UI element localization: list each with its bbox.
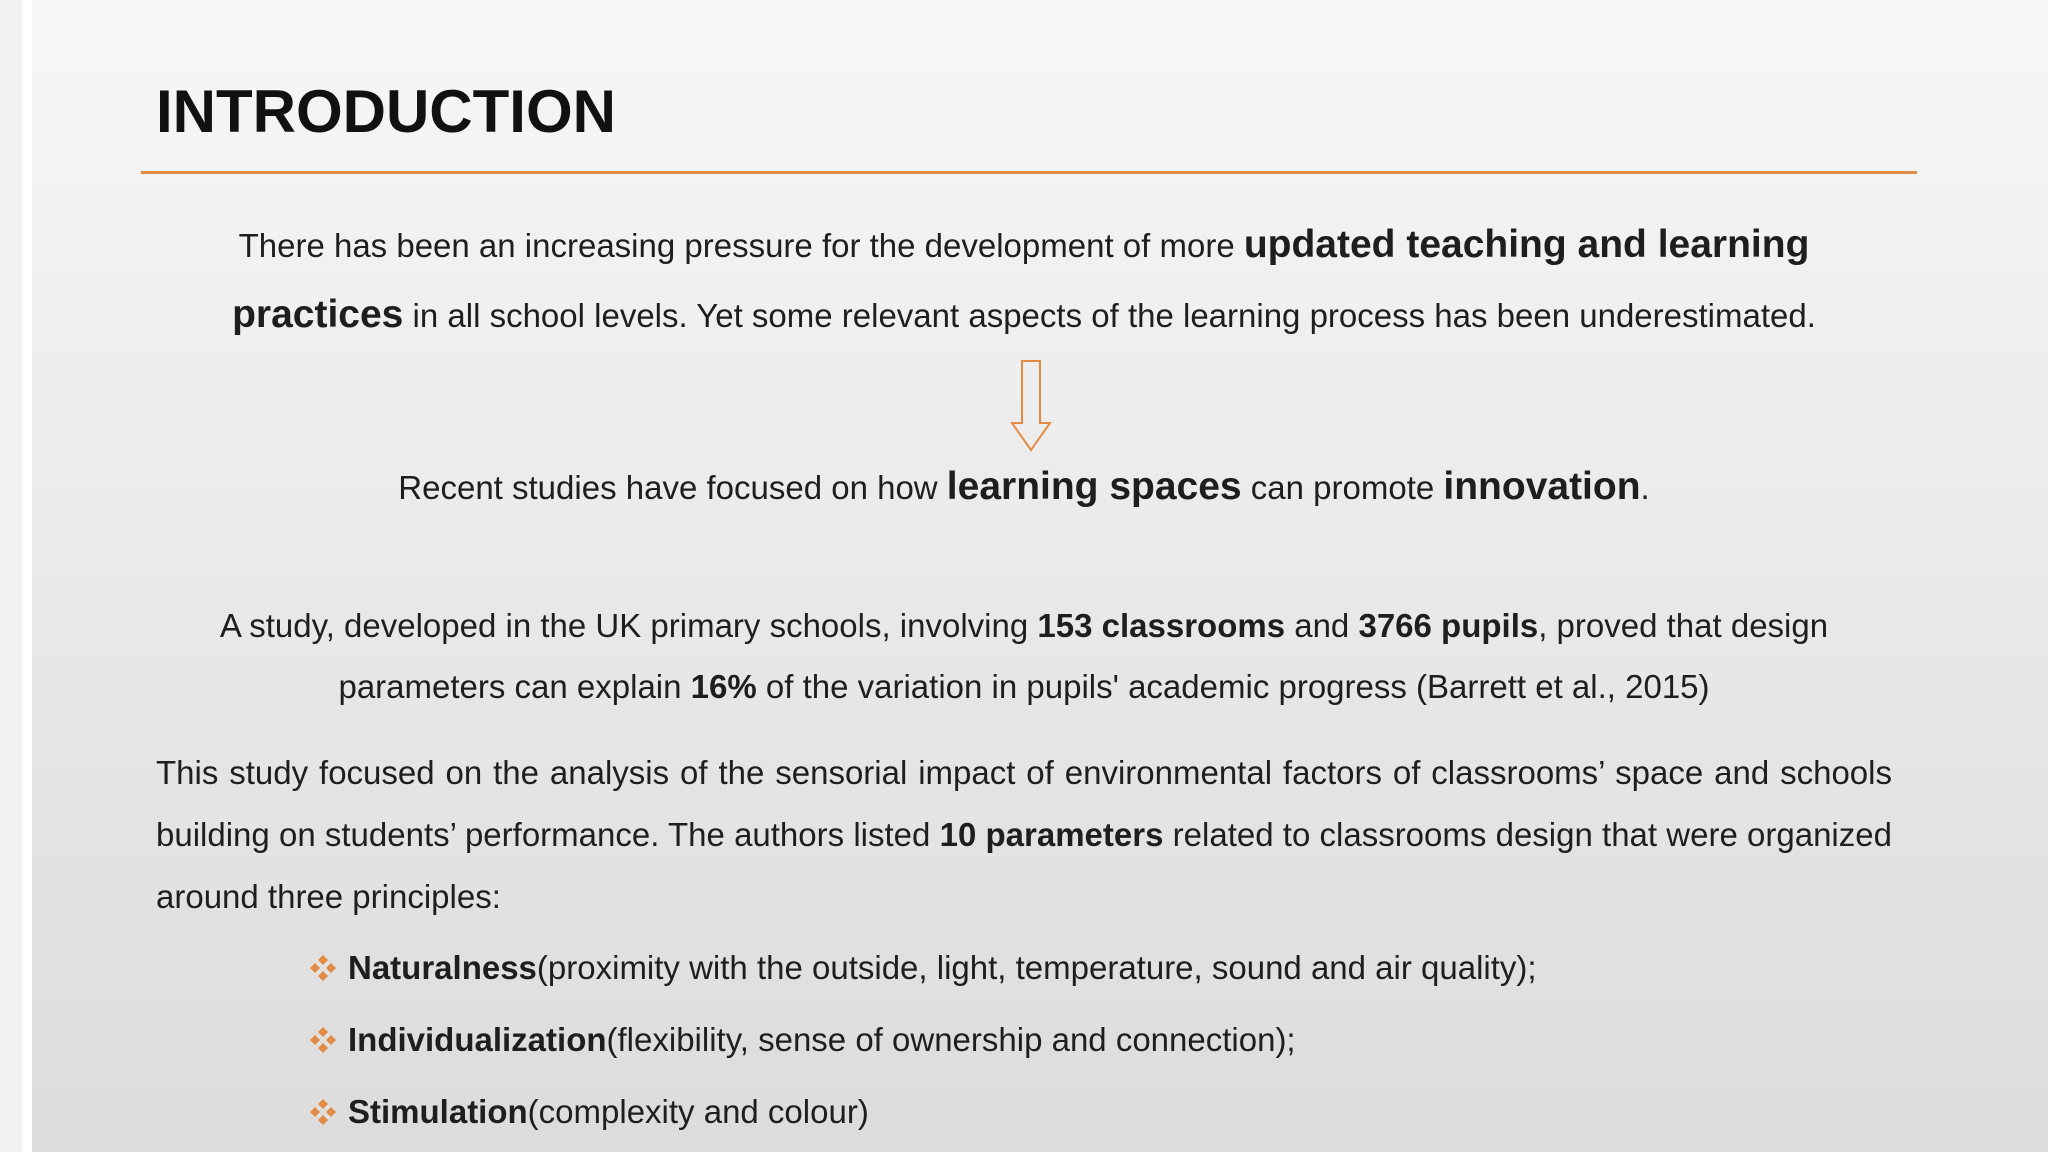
- down-arrow-outline-icon: [1010, 359, 1052, 453]
- uk-study-line-2: [156, 656, 1892, 717]
- intro-paragraph: [156, 210, 1892, 350]
- uk-study-text-4: parameters can explain: [338, 668, 691, 705]
- principle-detail: (complexity and colour): [527, 1093, 869, 1130]
- study-focus-text-2: related to classrooms design that were organized around three principles:: [156, 816, 1892, 915]
- intro-line-2: [156, 280, 1892, 350]
- uk-study-text-2: and: [1285, 607, 1359, 644]
- uk-study-paragraph: [156, 595, 1892, 717]
- list-item-stimulation: [310, 1076, 1537, 1148]
- slide-left-border-line: [22, 0, 32, 1152]
- list-item-naturalness: [310, 932, 1537, 1004]
- diamond-bullet-icon: [310, 1027, 336, 1053]
- slide-left-band: [0, 0, 22, 1152]
- intro-line-1: [156, 210, 1892, 280]
- study-focus-paragraph: [156, 742, 1892, 928]
- uk-study-text-3: , proved that design: [1538, 607, 1829, 644]
- uk-study-classrooms: 153 classrooms: [1037, 607, 1286, 644]
- uk-study-pupils: 3766 pupils: [1358, 607, 1539, 644]
- principle-detail: (flexibility, sense of ownership and connection);: [606, 1021, 1296, 1058]
- study-focus-parameters: 10 parameters: [939, 816, 1164, 853]
- principle-detail: (proximity with the outside, light, temperature, sound and air quality);: [536, 949, 1537, 986]
- principles-list: [310, 932, 1537, 1148]
- title-underline: [141, 171, 1917, 174]
- intro-highlight-1: updated teaching and learning: [1243, 223, 1810, 266]
- intro-text-2: in all school levels. Yet some relevant aspects of the learning process has been underestimated.: [403, 297, 1816, 334]
- principle-name: Naturalness: [348, 949, 537, 986]
- focus-statement: [156, 454, 1892, 521]
- focus-highlight-2: innovation: [1443, 465, 1641, 508]
- intro-highlight-2: practices: [232, 293, 404, 336]
- slide-title: INTRODUCTION: [156, 78, 616, 145]
- focus-text-2: can promote: [1241, 469, 1444, 506]
- diamond-bullet-icon: [310, 955, 336, 981]
- study-focus-text-1: This study focused on the analysis of the sensorial impact of environmental factors of classrooms’ space and schools building on students’ performance. The authors listed: [156, 754, 1892, 853]
- focus-text-3: .: [1640, 469, 1650, 506]
- focus-highlight-1: learning spaces: [946, 465, 1242, 508]
- uk-study-percentage: 16%: [690, 668, 757, 705]
- uk-study-line-1: [156, 595, 1892, 656]
- intro-text-1: There has been an increasing pressure for the development of more: [238, 227, 1244, 264]
- list-item-individualization: [310, 1004, 1537, 1076]
- focus-text-1: Recent studies have focused on how: [398, 469, 947, 506]
- diamond-bullet-icon: [310, 1099, 336, 1125]
- uk-study-text-1: A study, developed in the UK primary schools, involving: [219, 607, 1038, 644]
- uk-study-text-5: of the variation in pupils' academic progress (Barrett et al., 2015): [756, 668, 1710, 705]
- principle-name: Individualization: [348, 1021, 607, 1058]
- principle-name: Stimulation: [348, 1093, 528, 1130]
